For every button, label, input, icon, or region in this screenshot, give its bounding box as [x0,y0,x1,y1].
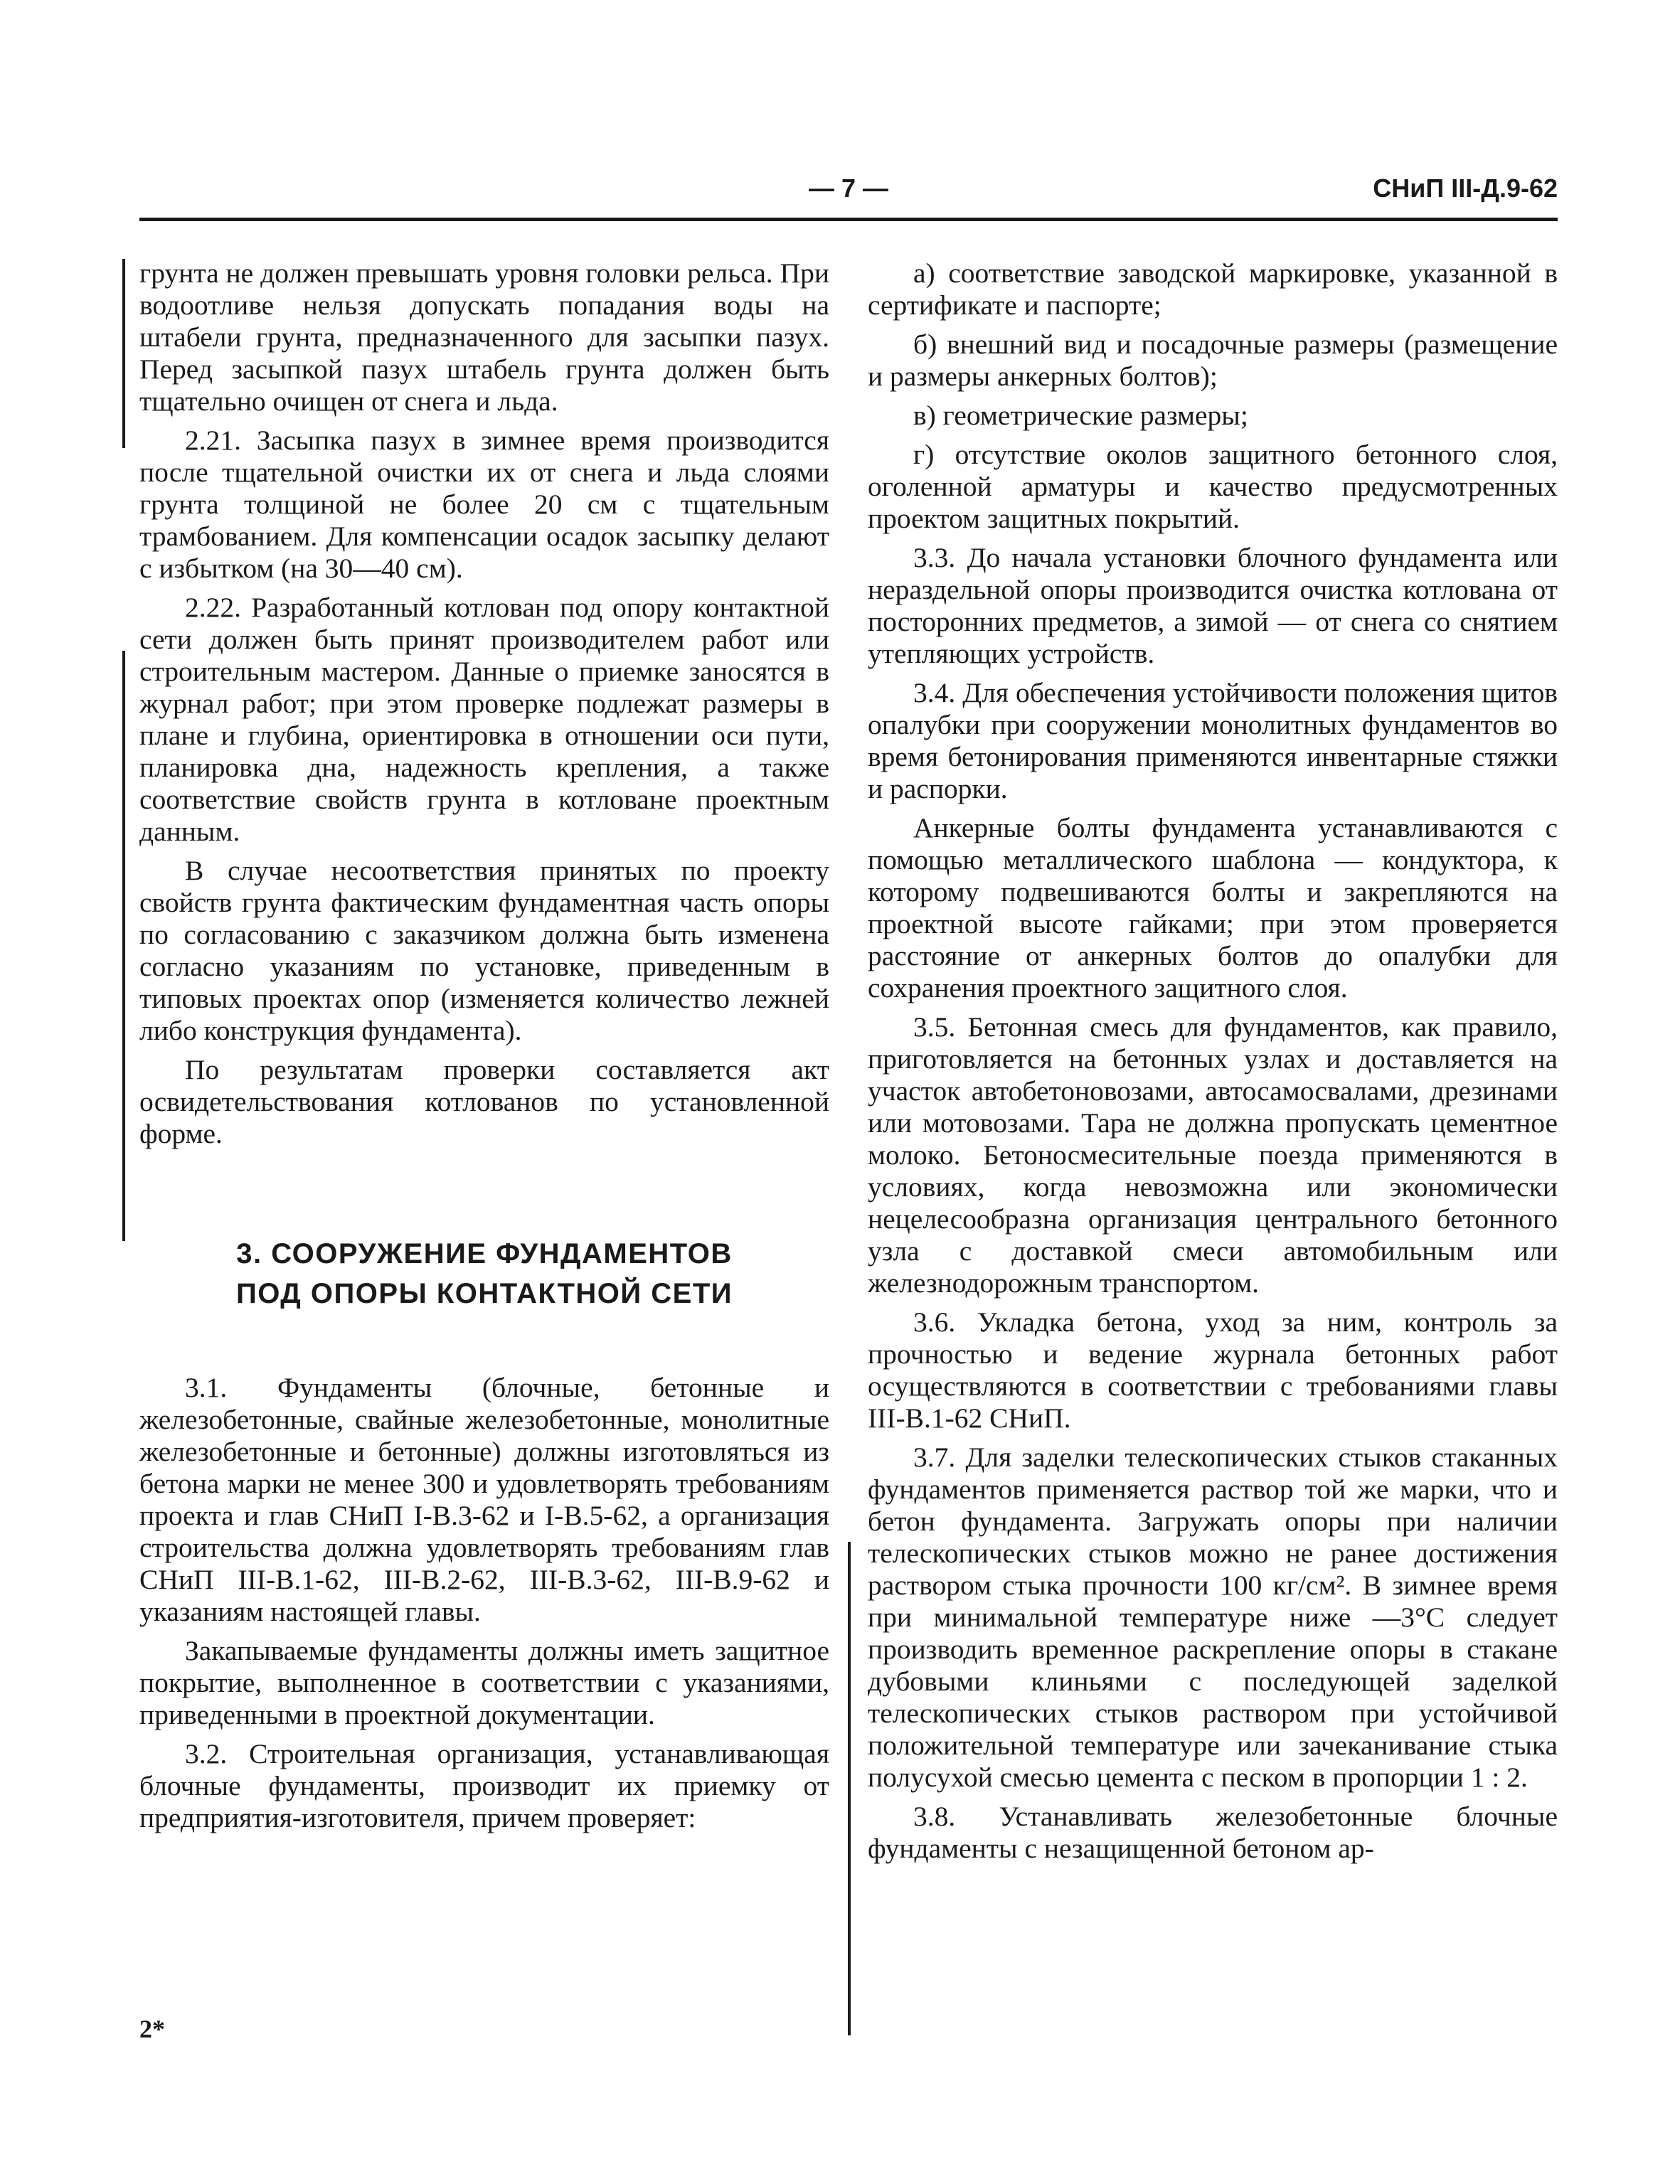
document-code: СНиП III-Д.9-62 [1373,174,1558,203]
change-bar [848,1542,851,2035]
paragraph-2-22: 2.22. Разработанный котлован под опору контактной сети должен быть принят производителем работ или строительным мастером. Данные о приемке заносятся в журнал работ; при этом проверке подлежат размеры в плане и глубина, ориентировка в отношении оси пути, планировка дна, надежность крепления, а также соответствие свойств грунта в котловане проектным данным. [139,592,829,847]
paragraph: Анкерные болты фундамента устанавливаются с помощью металлического шаблона — кондуктора, к которому подвешиваются болты и закрепляются на проектной высоте гайками; при этом проверяется расстояние от анкерных болтов до опалубки для сохранения проектного защитного слоя. [868,812,1558,1003]
paragraph: Закапываемые фундаменты должны иметь защитное покрытие, выполненное в соответствии с указаниями, приведенными в проектной документации. [139,1635,829,1730]
left-column [139,257,829,1841]
header-rule [139,218,1558,221]
change-bar [122,259,125,448]
signature-mark: 2* [139,2015,165,2043]
paragraph-2-21: 2.21. Засыпка пазух в зимнее время производится после тщательной очистки их от снега и льда слоями грунта толщиной не более 20 см с тщательным трамбованием. Для компенсации осадок засыпку делают с избытком (на 30—40 см). [139,425,829,584]
page-header [139,174,1558,216]
paragraph-3-1: 3.1. Фундаменты (блочные, бетонные и железобетонные, свайные железобетонные, монолитные железобетонные и бетонные) должны изготовляться из бетона марки не менее 300 и удовлетворять требованиям проекта и глав СНиП I-В.3-62 и I-В.5-62, а организация строительства должна удовлетворять требованиям глав СНиП III-В.1-62, III-В.2-62, III-В.3-62, III-В.9-62 и указаниям настоящей главы. [139,1372,829,1627]
change-bar [122,651,125,1241]
page-number: — 7 — [808,174,889,203]
paragraph-3-5: 3.5. Бетонная смесь для фундаментов, как правило, приготовляется на бетонных узлах и доставляется на участок автобетоновозами, автосамосвалами, дрезинами или мотовозами. Тара не должна пропускать цементное молоко. Бетоносмесительные поезда применяются в условиях, когда невозможна или экономически нецелесообразна организация центрального бетонного узла с доставкой смеси автомобильным или железнодорожным транспортом. [868,1011,1558,1299]
section-title [139,1234,829,1314]
paragraph-3-3: 3.3. До начала установки блочного фундамента или нераздельной опоры производится очистка котлована от посторонних предметов, а зимой — от снега со снятием утепляющих устройств. [868,542,1558,669]
section-title-line: ПОД ОПОРЫ КОНТАКТНОЙ СЕТИ [235,1278,733,1309]
paragraph-3-2: 3.2. Строительная организация, устанавливающая блочные фундаменты, производит их приемку от предприятия-изготовителя, причем проверяет: [139,1738,829,1833]
paragraph-3-6: 3.6. Укладка бетона, уход за ним, контроль за прочностью и ведение журнала бетонных работ осуществляются в соответствии с требованиями главы III-В.1-62 СНиП. [868,1306,1558,1434]
paragraph-3-7: 3.7. Для заделки телескопических стыков стаканных фундаментов применяется раствор той же марки, что и бетон фундамента. Загружать опоры при наличии телескопических стыков можно не ранее достижения раствором стыка прочности 100 кг/см². В зимнее время при минимальной температуре ниже —3°С следует производить временное раскрепление опоры в стакане дубовыми клиньями с последующей заделкой телескопических стыков раствором при устойчивой положительной температуре или зачеканивание стыка полусухой смесью цемента с песком в пропорции 1 : 2. [868,1442,1558,1793]
section-title-line: 3. СООРУЖЕНИЕ ФУНДАМЕНТОВ [236,1238,733,1269]
right-column [868,257,1558,1872]
list-item-c: в) геометрические размеры; [913,400,1248,431]
list-item-d: г) отсутствие околов защитного бетонного слоя, оголенной арматуры и качество предусмотренных проектом защитных покрытий. [868,439,1558,534]
list-item-a: а) соответствие заводской маркировке, указанной в сертификате и паспорте; [868,257,1558,321]
paragraph-3-4: 3.4. Для обеспечения устойчивости положения щитов опалубки при сооружении монолитных фундаментов во время бетонирования применяются инвентарные стяжки и распорки. [868,677,1558,804]
paragraph: По результатам проверки составляется акт освидетельствования котлованов по установленной форме. [139,1054,829,1149]
list-item-b: б) внешний вид и посадочные размеры (размещение и размеры анкерных болтов); [868,329,1558,392]
paragraph: В случае несоответствия принятых по проекту свойств грунта фактическим фундаментная часть опоры по согласованию с заказчиком должна быть изменена согласно указаниям по установке, приведенным в типовых проектах опор (изменяется количество лежней либо конструкция фундамента). [139,855,829,1046]
paragraph-3-8: 3.8. Устанавливать железобетонные блочные фундаменты с незащищенной бетоном ар- [868,1801,1558,1864]
paragraph: грунта не должен превышать уровня головки рельса. При водоотливе нельзя допускать попадания воды на штабели грунта, предназначенного для засыпки пазух. Перед засыпкой пазух штабель грунта должен быть тщательно очищен от снега и льда. [139,257,829,417]
